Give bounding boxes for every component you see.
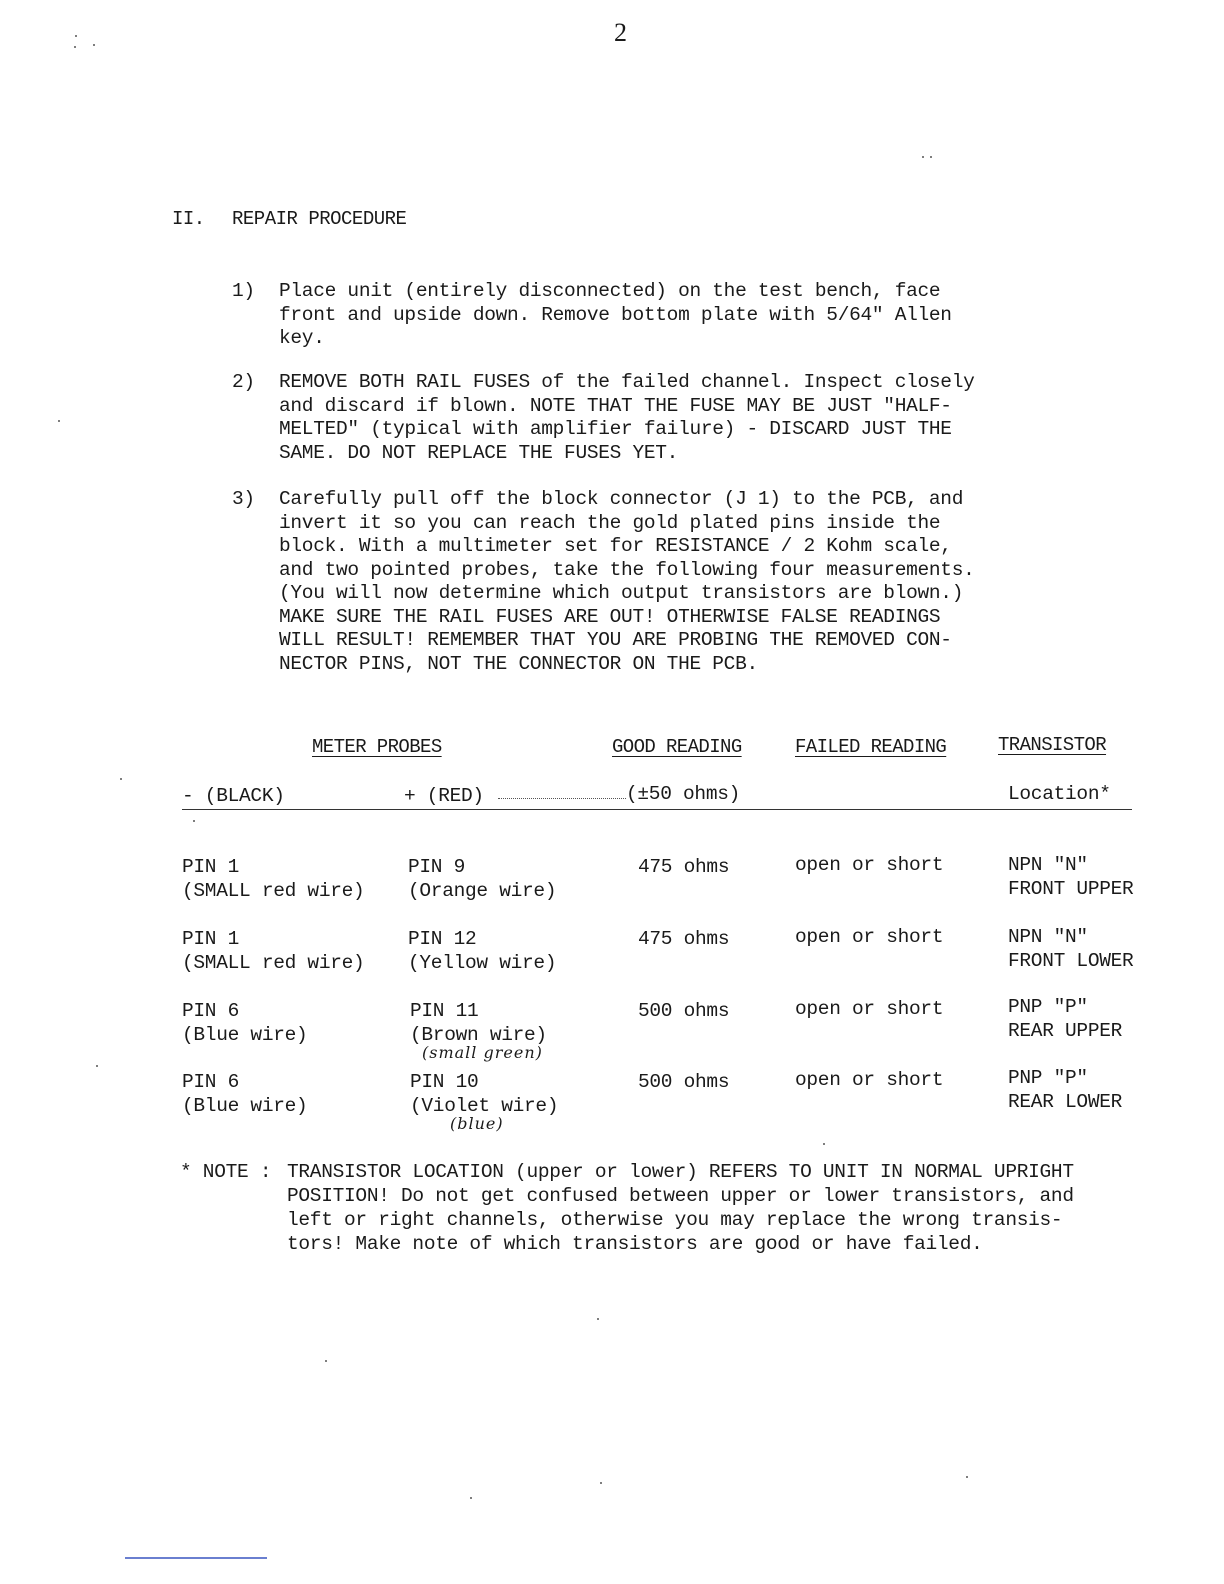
- pin-label: PIN 11: [410, 1000, 479, 1022]
- wire-label: (Orange wire): [408, 880, 557, 902]
- table-row-failed-reading: open or short: [795, 926, 944, 948]
- table-row-transistor: [1008, 1066, 1122, 1114]
- table-row-failed-reading: open or short: [795, 1069, 944, 1091]
- scan-speck: [930, 156, 932, 158]
- table-row-good-reading: 475 ohms: [638, 928, 730, 950]
- step-number: 2): [232, 371, 255, 393]
- scan-speck: [922, 156, 924, 158]
- table-row-good-reading: 475 ohms: [638, 856, 730, 878]
- scan-speck: [597, 1318, 599, 1320]
- scan-speck: [75, 35, 77, 37]
- pin-label: PIN 1: [182, 856, 240, 878]
- transistor-location: REAR LOWER: [1008, 1091, 1123, 1113]
- table-row-red-probe: [408, 927, 556, 975]
- transistor-type: NPN "N": [1008, 854, 1088, 876]
- footnote-line: left or right channels, otherwise you may replace the wrong transis-: [287, 1209, 1063, 1231]
- wire-label: (Yellow wire): [408, 952, 557, 974]
- header-failed-reading: FAILED READING: [795, 736, 947, 758]
- scan-speck: [120, 778, 122, 780]
- wire-label: (Blue wire): [182, 1024, 308, 1046]
- pin-label: PIN 10: [410, 1071, 479, 1093]
- step-number: 1): [232, 280, 255, 302]
- step-line: and two pointed probes, take the following four measurements.: [279, 558, 975, 581]
- step-line: block. With a multimeter set for RESISTANCE / 2 Kohm scale,: [279, 535, 952, 557]
- wire-label: (Brown wire): [410, 1024, 547, 1046]
- scan-speck: [325, 1360, 327, 1362]
- scan-speck: [470, 1497, 472, 1499]
- table-row-transistor: [1008, 925, 1133, 973]
- transistor-type: PNP "P": [1008, 996, 1088, 1018]
- page-number: 2: [614, 18, 627, 47]
- table-row-black-probe: [182, 1070, 307, 1118]
- step-line: key.: [279, 327, 325, 349]
- table-row-transistor: [1008, 995, 1122, 1043]
- table-row-transistor: [1008, 853, 1133, 901]
- table-row-good-reading: 500 ohms: [638, 1071, 730, 1093]
- subheader-red-probe: + (RED): [404, 785, 484, 807]
- wire-label: (SMALL red wire): [182, 952, 365, 974]
- pin-label: PIN 12: [408, 928, 477, 950]
- step-number: 3): [232, 488, 255, 510]
- pin-label: PIN 6: [182, 1071, 240, 1093]
- footnote-line: TRANSISTOR LOCATION (upper or lower) REFERS TO UNIT IN NORMAL UPRIGHT: [287, 1161, 1074, 1183]
- table-row-failed-reading: open or short: [795, 998, 944, 1020]
- transistor-type: NPN "N": [1008, 926, 1088, 948]
- pin-label: PIN 1: [182, 928, 240, 950]
- subheader-location: Location*: [1008, 783, 1111, 805]
- scan-speck: [966, 1476, 968, 1478]
- scan-speck: [74, 46, 76, 48]
- section-numeral: II.: [172, 208, 205, 230]
- step-line: (You will now determine which output transistors are blown.): [279, 582, 964, 604]
- step-line: REMOVE BOTH RAIL FUSES of the failed channel. Inspect closely: [279, 371, 975, 393]
- table-row-black-probe: [182, 855, 364, 903]
- scan-speck: [193, 820, 195, 822]
- table-row-good-reading: 500 ohms: [638, 1000, 730, 1022]
- pin-label: PIN 6: [182, 1000, 240, 1022]
- transistor-type: PNP "P": [1008, 1067, 1088, 1089]
- subheader-black-probe: - (BLACK): [182, 785, 285, 807]
- subheader-tolerance: (±50 ohms): [626, 783, 741, 805]
- scan-speck: [96, 1065, 98, 1067]
- footnote-lead: * NOTE :: [180, 1161, 272, 1183]
- step-line: Place unit (entirely disconnected) on the test bench, face: [279, 280, 941, 302]
- section-title: REPAIR PROCEDURE: [232, 208, 407, 230]
- step-line: WILL RESULT! REMEMBER THAT YOU ARE PROBING THE REMOVED CON-: [279, 629, 952, 651]
- scan-speck: [58, 420, 60, 422]
- step-line: and discard if blown. NOTE THAT THE FUSE MAY BE JUST "HALF-: [279, 394, 952, 417]
- header-transistor: TRANSISTOR: [998, 734, 1107, 756]
- header-good-reading: GOOD READING: [612, 736, 742, 758]
- scan-speck: [600, 1482, 602, 1484]
- step-line: front and upside down. Remove bottom plate with 5/64" Allen: [279, 303, 952, 326]
- scan-speck: [93, 44, 95, 46]
- transistor-location: FRONT LOWER: [1008, 950, 1134, 972]
- wire-label: (SMALL red wire): [182, 880, 365, 902]
- step-line: SAME. DO NOT REPLACE THE FUSES YET.: [279, 441, 679, 464]
- step-line: NECTOR PINS, NOT THE CONNECTOR ON THE PCB.: [279, 652, 758, 675]
- handwritten-note: (small green): [422, 1043, 543, 1062]
- transistor-location: FRONT UPPER: [1008, 878, 1134, 900]
- step-line: Carefully pull off the block connector (J 1) to the PCB, and: [279, 488, 964, 510]
- scan-speck: [823, 1143, 825, 1145]
- wire-label: (Blue wire): [182, 1095, 308, 1117]
- header-meter-probes: METER PROBES: [312, 736, 442, 758]
- table-row-failed-reading: open or short: [795, 854, 944, 876]
- table-row-black-probe: [182, 927, 364, 975]
- footnote-line: POSITION! Do not get confused between upper or lower transistors, and: [287, 1185, 1074, 1207]
- table-row-black-probe: [182, 999, 307, 1047]
- bottom-edge-line: [125, 1557, 267, 1559]
- pin-label: PIN 9: [408, 856, 466, 878]
- handwritten-note: (blue): [450, 1114, 504, 1133]
- transistor-location: REAR UPPER: [1008, 1020, 1123, 1042]
- footnote-line: tors! Make note of which transistors are good or have failed.: [287, 1233, 983, 1255]
- step-line: MELTED" (typical with amplifier failure) - DISCARD JUST THE: [279, 418, 952, 440]
- step-line: invert it so you can reach the gold plated pins inside the: [279, 511, 941, 534]
- dotted-leader: [498, 798, 626, 799]
- table-row-red-probe: [410, 1070, 558, 1118]
- section-heading: [172, 208, 406, 230]
- table-row-red-probe: [410, 999, 547, 1047]
- step-line: MAKE SURE THE RAIL FUSES ARE OUT! OTHERWISE FALSE READINGS: [279, 605, 941, 628]
- wire-label: (Violet wire): [410, 1095, 559, 1117]
- table-row-red-probe: [408, 855, 556, 903]
- table-header-rule: [182, 809, 1132, 810]
